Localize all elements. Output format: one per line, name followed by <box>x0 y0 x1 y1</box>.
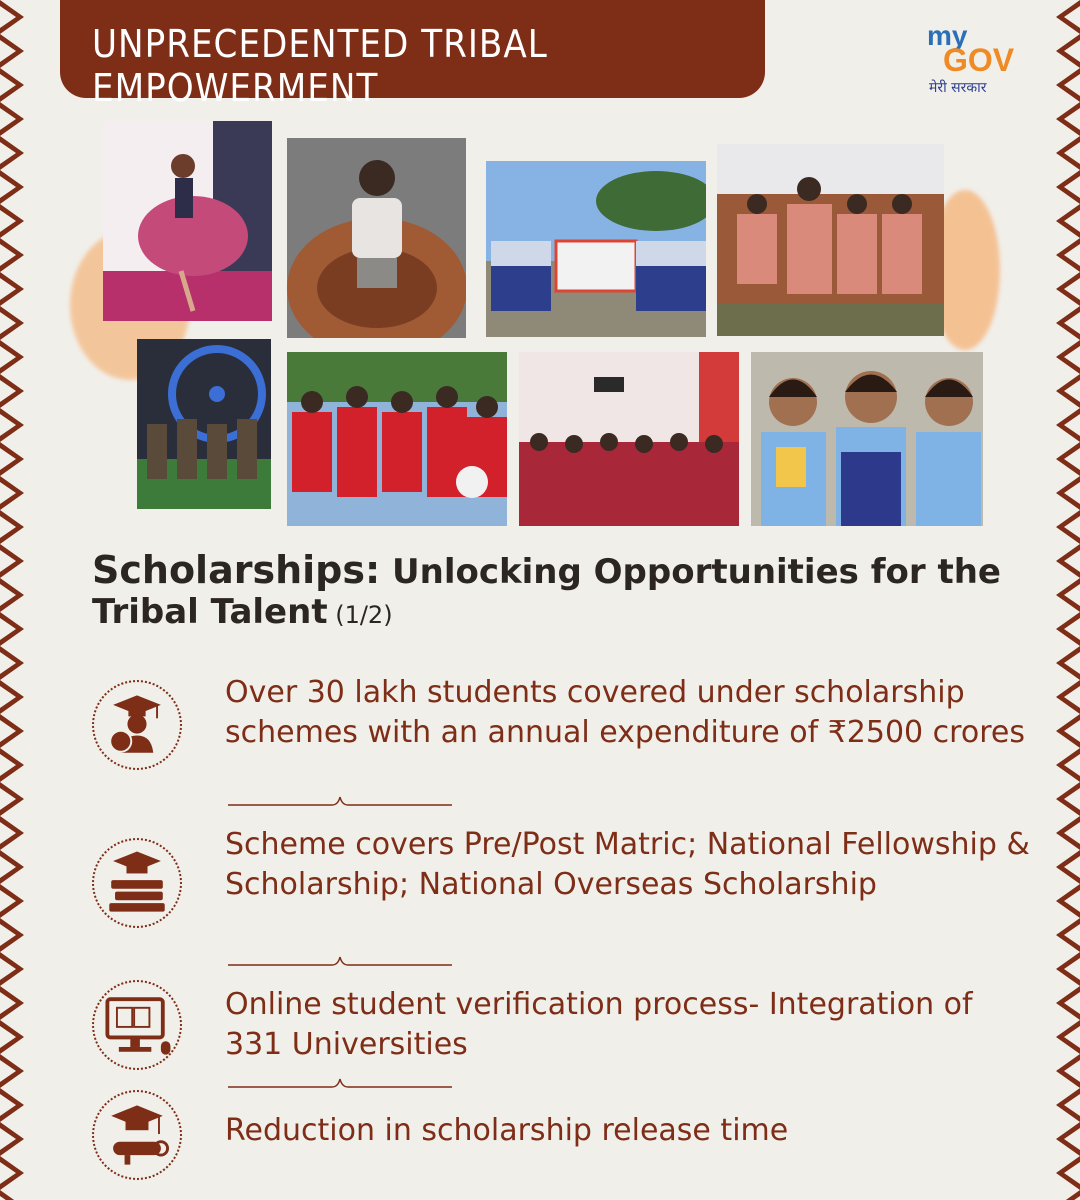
item-text-2: Scheme covers Pre/Post Matric; National Fellowship & Scholarship; National Overseas Scholarship <box>225 827 1030 902</box>
photo-boy-in-machine <box>287 138 466 338</box>
header-banner <box>60 0 765 110</box>
tribal-border-right <box>1052 0 1080 1200</box>
item-text-1: Over 30 lakh students covered under scholarship schemes with an annual expenditure of ₹2500 crores <box>225 675 1025 750</box>
photo-girls-uniform <box>751 352 983 526</box>
heading-page-indicator: (1/2) <box>327 601 393 629</box>
heading-main: Scholarships: <box>92 548 381 592</box>
student-graduate-icon <box>92 680 182 770</box>
divider-2 <box>228 955 452 967</box>
divider-1 <box>228 795 452 807</box>
books-graduation-cap-icon <box>92 838 182 928</box>
photo-dancer <box>103 121 272 321</box>
photo-fit-india-students <box>486 161 706 337</box>
photo-students-classroom <box>519 352 739 526</box>
divider-3 <box>228 1077 452 1089</box>
photo-performers-chakra <box>137 339 271 509</box>
item-text-4: Reduction in scholarship release time <box>225 1113 789 1148</box>
computer-verification-icon <box>92 980 182 1070</box>
diploma-cap-icon <box>92 1090 182 1180</box>
item-text-3: Online student verification process- Integration of 331 Universities <box>225 987 973 1062</box>
heading-sub: Unlocking Opportunities for the Tribal Talent <box>92 552 1001 632</box>
tribal-border-left <box>0 0 28 1200</box>
photo-children-school <box>717 144 944 336</box>
photo-football-girls <box>287 352 507 526</box>
section-heading <box>92 548 1032 632</box>
logo-gov: GOV <box>943 42 1015 78</box>
banner-title: UNPRECEDENTED TRIBAL EMPOWERMENT <box>92 22 548 110</box>
mygov-logo <box>925 20 1020 100</box>
logo-tagline: मेरी सरकार <box>929 80 987 96</box>
logo-my: my <box>927 20 968 51</box>
